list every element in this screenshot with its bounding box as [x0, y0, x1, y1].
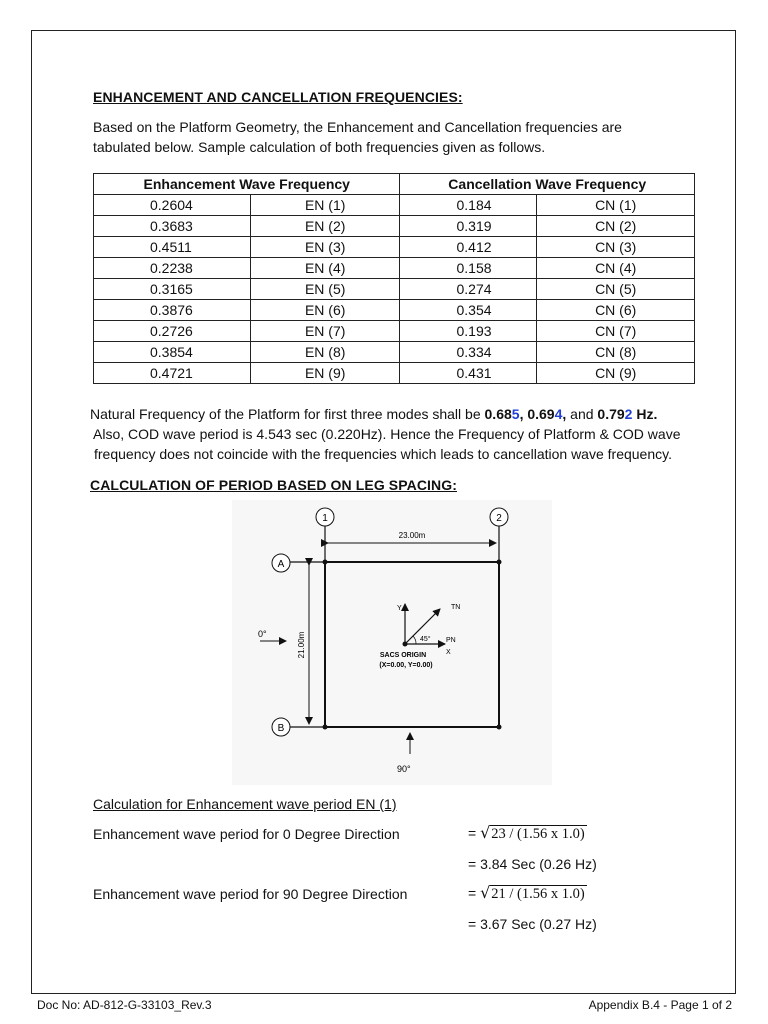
grid-label-1: 1 [322, 513, 328, 524]
table-row [94, 321, 695, 342]
freq-mode-1: 0.685 [484, 406, 520, 422]
cn-label-cell: CN (1) [537, 195, 695, 216]
leg-b2 [497, 725, 502, 730]
calc-row-2-formula: = √21 / (1.56 x 1.0) [468, 883, 585, 902]
en-label-cell: EN (8) [250, 342, 400, 363]
cn-value-cell: 0.334 [400, 342, 537, 363]
en-value-cell: 0.4511 [94, 237, 251, 258]
en-label-cell: EN (7) [250, 321, 400, 342]
sqrt-icon: √ [480, 823, 491, 842]
cn-value-cell: 0.431 [400, 363, 537, 384]
calc-row-1-result: = 3.84 Sec (0.26 Hz) [468, 856, 597, 872]
origin-label: SACS ORIGIN [379, 652, 427, 659]
natural-frequency-paragraph [90, 404, 730, 464]
section-title-leg-spacing: CALCULATION OF PERIOD BASED ON LEG SPACING: [90, 477, 458, 493]
leg-b1 [323, 725, 328, 730]
table-row [94, 300, 695, 321]
en-value-cell: 0.3165 [94, 279, 251, 300]
table-row [94, 342, 695, 363]
sqrt-icon: √ [480, 883, 491, 902]
table-header-row [94, 174, 695, 195]
calc-row-1-formula: = √23 / (1.56 x 1.0) [468, 823, 585, 842]
table-row [94, 258, 695, 279]
en-label-cell: EN (2) [250, 216, 400, 237]
leg-a1 [323, 560, 328, 565]
angle-label: 45° [420, 636, 431, 643]
cn-label-cell: CN (4) [537, 258, 695, 279]
cn-value-cell: 0.184 [400, 195, 537, 216]
intro-line-2: tabulated below. Sample calculation of both frequencies given as follows. [93, 139, 546, 155]
footer-page-number: Appendix B.4 - Page 1 of 2 [588, 998, 732, 1012]
cn-value-cell: 0.274 [400, 279, 537, 300]
dimension-y-label: 21.00m [297, 631, 306, 659]
cn-value-cell: 0.319 [400, 216, 537, 237]
en-value-cell: 0.4721 [94, 363, 251, 384]
cn-value-cell: 0.354 [400, 300, 537, 321]
sacs-origin-point [403, 642, 408, 647]
calc-title: Calculation for Enhancement wave period EN (1) [93, 796, 397, 812]
sqrt-90-degree: √21 / (1.56 x 1.0) [480, 883, 585, 902]
cn-value-cell: 0.193 [400, 321, 537, 342]
calc-row-1-label: Enhancement wave period for 0 Degree Direction [93, 826, 400, 842]
en-label-cell: EN (3) [250, 237, 400, 258]
grid-label-b: B [277, 723, 285, 734]
cn-value-cell: 0.412 [400, 237, 537, 258]
cn-label-cell: CN (2) [537, 216, 695, 237]
natural-frequency-line-1: Natural Frequency of the Platform for first three modes shall be 0.685, 0.694, and 0.792 Hz. [90, 406, 658, 422]
en-label-cell: EN (5) [250, 279, 400, 300]
natural-frequency-line-2: Also, COD wave period is 4.543 sec (0.220Hz). Hence the Frequency of Platform & COD wave [93, 426, 681, 442]
tn-label: TN [451, 604, 461, 611]
grid-label-a: A [277, 559, 285, 570]
table-row [94, 216, 695, 237]
axis-x-label: X [446, 649, 451, 656]
footer-doc-no: Doc No: AD-812-G-33103_Rev.3 [37, 998, 212, 1012]
en-value-cell: 0.2238 [94, 258, 251, 279]
calc-row-2-label: Enhancement wave period for 90 Degree Direction [93, 886, 408, 902]
intro-line-1: Based on the Platform Geometry, the Enhancement and Cancellation frequencies are [93, 119, 622, 135]
cn-label-cell: CN (8) [537, 342, 695, 363]
en-label-cell: EN (9) [250, 363, 400, 384]
en-value-cell: 0.3683 [94, 216, 251, 237]
table-row [94, 237, 695, 258]
wave-0-label: 0° [258, 629, 267, 639]
leg-a2 [497, 560, 502, 565]
en-label-cell: EN (1) [250, 195, 400, 216]
freq-mode-3: 0.792 Hz. [597, 406, 658, 422]
cn-value-cell: 0.158 [400, 258, 537, 279]
freq-mode-2: 0.694 [527, 406, 563, 422]
en-label-cell: EN (4) [250, 258, 400, 279]
table-row [94, 363, 695, 384]
header-enhancement: Enhancement Wave Frequency [94, 174, 400, 195]
cn-label-cell: CN (7) [537, 321, 695, 342]
cn-label-cell: CN (3) [537, 237, 695, 258]
pn-label: PN [446, 637, 456, 644]
sqrt-0-degree: √23 / (1.56 x 1.0) [480, 823, 585, 842]
en-value-cell: 0.2726 [94, 321, 251, 342]
table-row [94, 279, 695, 300]
cn-label-cell: CN (9) [537, 363, 695, 384]
natural-frequency-line-3: frequency does not coincide with the frequencies which leads to cancellation wave frequency. [94, 446, 672, 462]
leg-spacing-diagram [232, 500, 552, 785]
cn-label-cell: CN (6) [537, 300, 695, 321]
grid-label-2: 2 [496, 513, 502, 524]
wave-90-label: 90° [397, 764, 411, 774]
header-cancellation: Cancellation Wave Frequency [400, 174, 695, 195]
axis-y-label: Y [397, 605, 402, 612]
en-value-cell: 0.2604 [94, 195, 251, 216]
section-title-frequencies: ENHANCEMENT AND CANCELLATION FREQUENCIES: [93, 89, 463, 105]
table-row [94, 195, 695, 216]
origin-coords: (X=0.00, Y=0.00) [379, 662, 433, 669]
cn-label-cell: CN (5) [537, 279, 695, 300]
en-value-cell: 0.3854 [94, 342, 251, 363]
dimension-x-label: 23.00m [398, 531, 426, 540]
frequency-table [93, 173, 695, 384]
en-value-cell: 0.3876 [94, 300, 251, 321]
en-label-cell: EN (6) [250, 300, 400, 321]
calc-row-2-result: = 3.67 Sec (0.27 Hz) [468, 916, 597, 932]
